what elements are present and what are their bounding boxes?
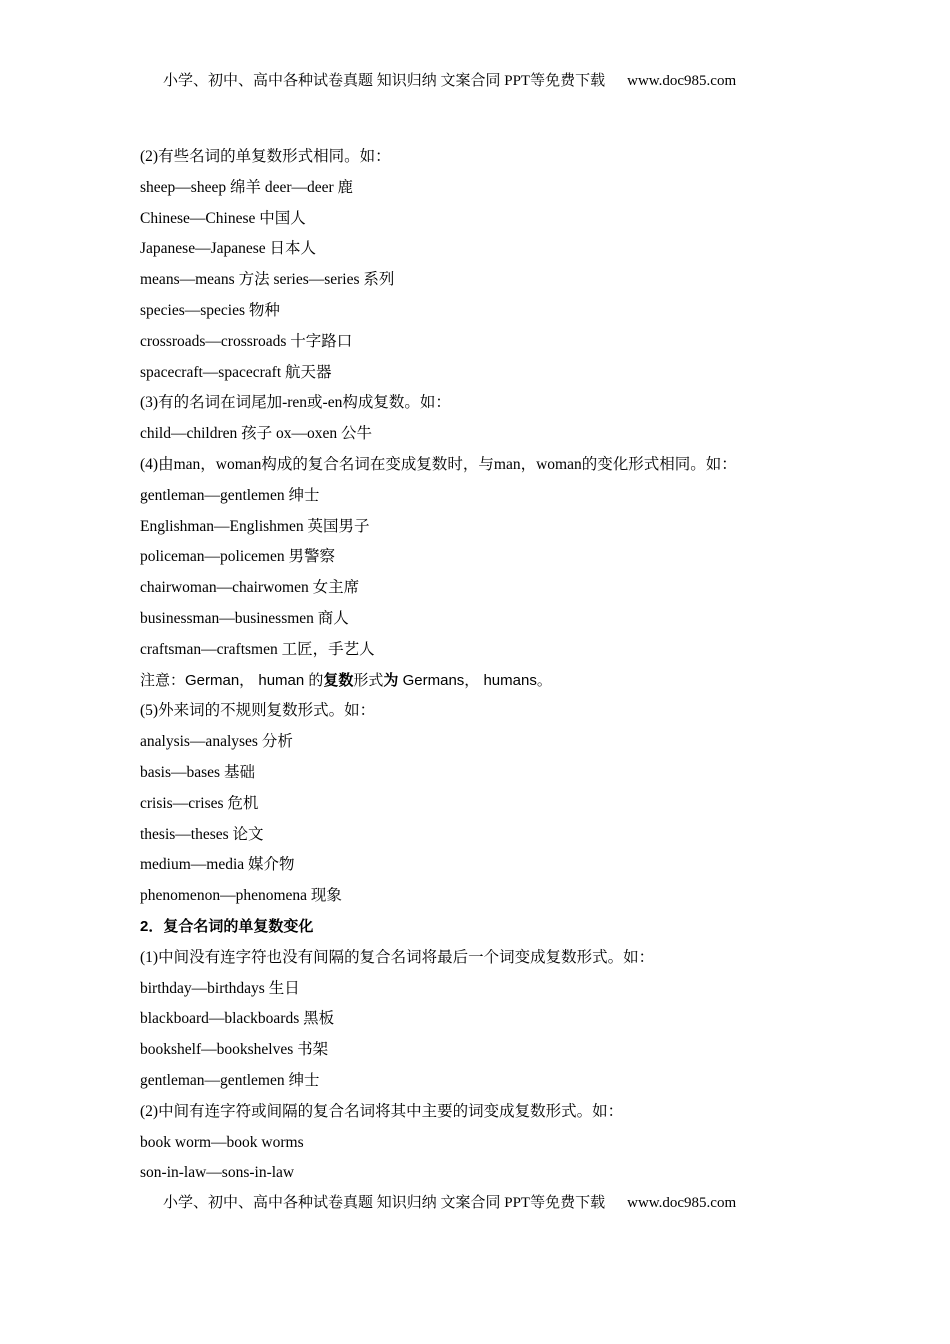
text-line: (4)由man，woman构成的复合名词在变成复数时，与man，woman的变化形式相同。如： xyxy=(140,455,737,473)
text-line: analysis—analyses 分析 xyxy=(140,733,293,751)
text-line: (1)中间没有连字符也没有间隔的复合名词将最后一个词变成复数形式。如： xyxy=(140,948,655,966)
text-line: blackboard—blackboards 黑板 xyxy=(140,1010,335,1028)
document-body xyxy=(140,142,820,1189)
header-site-link[interactable]: www.doc985.com xyxy=(627,73,737,89)
text-line: crisis—crises 危机 xyxy=(140,794,259,812)
footer-site-link[interactable]: www.doc985.com xyxy=(627,1195,737,1211)
text-line: businessman—businessmen 商人 xyxy=(140,609,349,627)
page-footer xyxy=(163,1191,803,1212)
note-prefix: 注意：German， human 的 xyxy=(140,671,324,689)
text-line: chairwoman—chairwomen 女主席 xyxy=(140,579,360,597)
text-line: craftsman—craftsmen 工匠，手艺人 xyxy=(140,640,375,658)
text-line: bookshelf—bookshelves 书架 xyxy=(140,1041,329,1059)
note-middle: 形式 xyxy=(353,671,384,689)
note-strong-plural: 复数 xyxy=(323,671,354,689)
text-line: birthday—birthdays 生日 xyxy=(140,979,300,997)
text-line: son-in-law—sons-in-law xyxy=(140,1164,295,1182)
text-line: sheep—sheep 绵羊 deer—deer 鹿 xyxy=(140,178,354,196)
text-line: gentleman—gentlemen 绅士 xyxy=(140,486,320,504)
text-line: thesis—theses 论文 xyxy=(140,825,264,843)
text-line: gentleman—gentlemen 绅士 xyxy=(140,1071,320,1089)
text-line: spacecraft—spacecraft 航天器 xyxy=(140,363,332,381)
text-line: Chinese—Chinese 中国人 xyxy=(140,209,306,227)
text-line: crossroads—crossroads 十字路口 xyxy=(140,332,353,350)
text-line: child—children 孩子 ox—oxen 公牛 xyxy=(140,425,373,443)
page-header xyxy=(163,69,803,90)
text-line: basis—bases 基础 xyxy=(140,763,255,781)
text-line: Japanese—Japanese 日本人 xyxy=(140,240,317,258)
footer-text: 小学、初中、高中各种试卷真题 知识归纳 文案合同 PPT等免费下载 xyxy=(163,1195,606,1211)
text-line: (3)有的名词在词尾加-ren或-en构成复数。如： xyxy=(140,394,451,412)
text-line: (5)外来词的不规则复数形式。如： xyxy=(140,702,376,720)
header-text: 小学、初中、高中各种试卷真题 知识归纳 文案合同 PPT等免费下载 xyxy=(163,73,606,89)
note-suffix: Germans， humans。 xyxy=(398,671,552,689)
section-heading: 2．复合名词的单复数变化 xyxy=(140,917,314,935)
text-line: species—species 物种 xyxy=(140,301,280,319)
text-line: (2)中间有连字符或间隔的复合名词将其中主要的词变成复数形式。如： xyxy=(140,1102,624,1120)
note-line xyxy=(140,666,820,697)
text-line: book worm—book worms xyxy=(140,1133,304,1151)
text-line: means—means 方法 series—series 系列 xyxy=(140,271,395,289)
text-line: phenomenon—phenomena 现象 xyxy=(140,887,342,905)
text-line: medium—media 媒介物 xyxy=(140,856,295,874)
text-line: (2)有些名词的单复数形式相同。如： xyxy=(140,148,391,165)
text-line: policeman—policemen 男警察 xyxy=(140,548,335,566)
text-line: Englishman—Englishmen 英国男子 xyxy=(140,517,370,535)
note-strong-is: 为 xyxy=(383,671,399,689)
